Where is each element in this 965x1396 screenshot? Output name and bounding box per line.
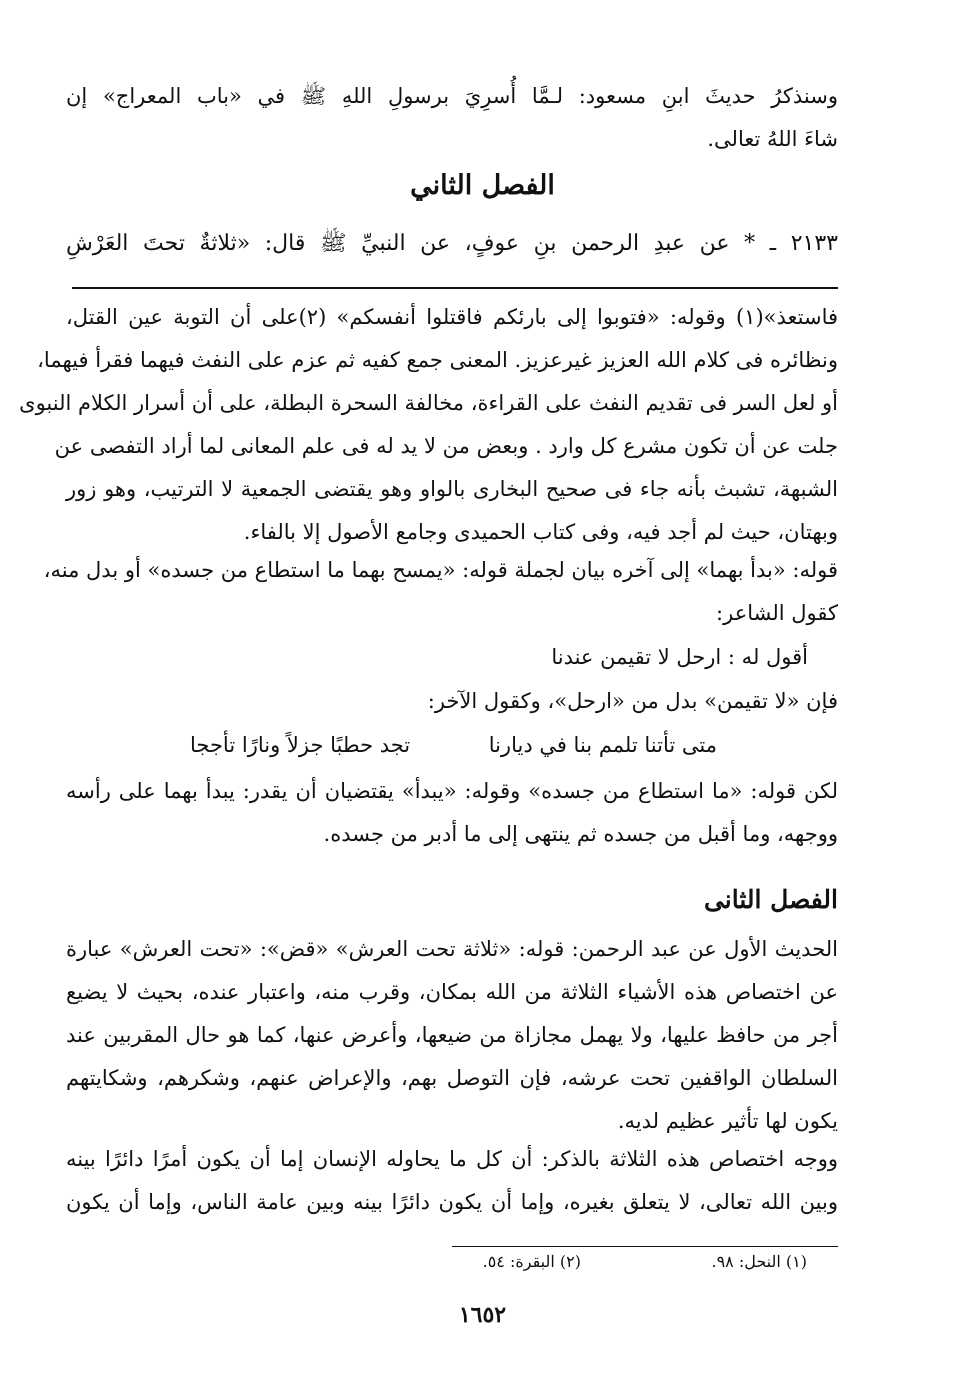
commentary-line: أو لعل السر فى تقديم النفث على القراءة، مخالفة السحرة البطلة، على أن أسرار الكلام النبوى: [19, 391, 838, 415]
commentary-paragraph-2: [43, 549, 838, 635]
footnote-2: (٢) البقرة: ٥٤.: [482, 1252, 581, 1271]
main-text-line-1: وسنذكرُ حديثَ ابنِ مسعود: لـمَّا أُسرِيَ برسولِ اللهِ ﷺ في «باب المعراج» إن: [66, 84, 838, 108]
verse-hemistich-right: متى تأتنا تلمم بنا في ديارنا: [488, 733, 717, 757]
commentary-line: وبين الله تعالى، لا يتعلق بغيره، وإما أن يكون دائرًا بينه وبين عامة الناس، وإما أن يكون: [66, 1190, 838, 1214]
quote-text: أقول له : ارحل لا تقيمن عندنا: [551, 645, 808, 669]
commentary-line: الشبهة، تشبث بأنه جاء فى صحيح البخارى بالواو وهو يقتضى الجمعية لا الترتيب، وهو زور: [66, 477, 838, 501]
commentary-line: يكون لها تأثير عظيم لديه.: [617, 1109, 838, 1133]
commentary-line: ونظائره فى كلام الله العزيز غيرعزيز. المعنى جمع كفيه ثم عزم على النفث فيهما فقرأ فيهما،: [37, 348, 838, 372]
text-separator-rule: [72, 287, 838, 289]
main-text-line-2: شاءَ اللهُ تعالى.: [707, 127, 838, 151]
commentary-paragraph-4: [66, 770, 838, 856]
commentary-line: ووجه اختصاص هذه الثلاثة بالذكر: أن كل ما يحاوله الإنسان إما أن يكون أمرًا دائرًا بينه: [66, 1147, 838, 1171]
commentary-paragraph-5: [66, 928, 838, 1143]
commentary-line: جلت عن أن تكون مشرع كل وارد . وبعض من لا يد له فى علم المعانى لما أراد التفصى عن: [54, 434, 838, 458]
commentary-paragraph-1: [19, 296, 839, 554]
commentary-line: لكن قوله: «ما استطاع من جسده» وقوله: «يبدأ» يقتضيان أن يقدر: يبدأ بهما على رأسه: [66, 779, 838, 803]
commentary-line: أجر من حافظ عليها، ولا يهمل مجازاة من ضيعها، وأعرض عنها، كما هو حال المقربين عند: [66, 1023, 838, 1047]
verse-hemistich-left: تجد حطبًا جزلاً ونارًا تأججا: [190, 733, 411, 757]
hadith-line: ٢١٣٣ ـ * عن عبدِ الرحمن بنِ عوفٍ، عن النبيِّ ﷺ قال: «ثلاثةٌ تحتَ العَرْشِ: [66, 231, 838, 256]
commentary-line: كقول الشاعر:: [716, 601, 838, 625]
quote-line: [66, 636, 838, 679]
commentary-paragraph-3: [66, 680, 838, 723]
chapter-title: الفصل الثاني: [410, 170, 555, 201]
commentary-line: وبهتان، حيث لم أجد فيه، وفى كتاب الحميدى وجامع الأصول إلا بالفاء.: [243, 520, 838, 544]
footnote-1: (١) النحل: ٩٨.: [711, 1252, 807, 1271]
commentary-line: الحديث الأول عن عبد الرحمن: قوله: «ثلاثة تحت العرش» «قض»: «تحت العرش» عبارة: [66, 937, 838, 961]
commentary-line: ووجهه، وما أقبل من جسده ثم ينتهى إلى ما أدبر من جسده.: [323, 822, 838, 846]
commentary-line: فاستعذ»(١) وقوله: «فتوبوا إلى بارئكم فاقتلوا أنفسكم» (٢)على أن التوبة عين القتل،: [66, 305, 839, 329]
commentary-line: عن اختصاص هذه الأشياء الثلاثة من الله بمكان، وقرب منه، واعتبار عنده، بحيث لا يضيع: [66, 980, 838, 1004]
commentary-line: السلطان الواقفين تحت عرشه، فإن التوصل بهم، والإعراض عنهم، وشكرهم، وشكايتهم: [66, 1066, 838, 1090]
hadith-block: [66, 222, 838, 265]
commentary-line: فإن «لا تقيمن» بدل من «ارحل»، وكقول الآخر:: [427, 689, 838, 713]
main-text-block: [66, 75, 838, 161]
footnote-separator-rule: [452, 1246, 838, 1247]
commentary-paragraph-6: [66, 1138, 838, 1224]
page-number: ١٦٥٢: [458, 1302, 507, 1328]
section-heading-block: [66, 876, 838, 924]
commentary-line: قوله: «بدأ بهما» إلى آخره بيان لجملة قوله: «يمسح بهما ما استطاع من جسده» أو بدل منه،: [43, 558, 838, 582]
section-title: الفصل الثانى: [703, 885, 838, 914]
